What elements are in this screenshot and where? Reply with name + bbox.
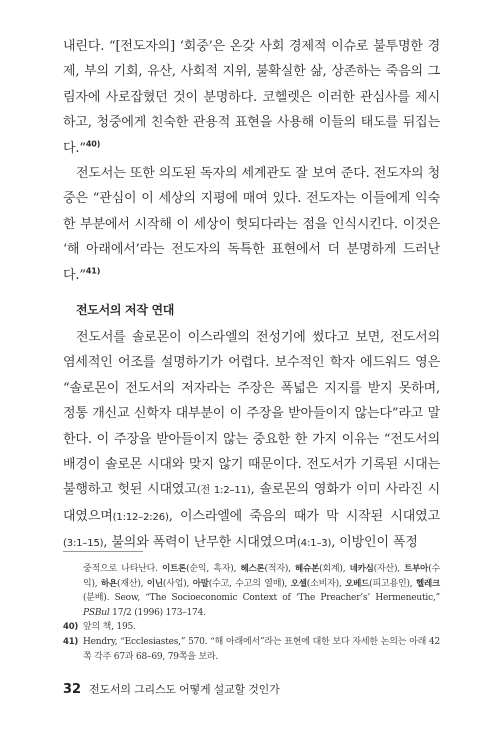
section-heading: 전도서의 저작 연대 [76,303,175,317]
footnote-continued: 중적으로 나타난다. 이트론(순익, 흑자), 헤스론(적자), 헤슈본(회계), 네카심(자산), 트부아(수익), 하욘(재산), 이닌(사업), 아말(수고, 수고의 열매), 오셀(소비자), 오베드(피고용인), 헬레크(분배). Seow, “The Socioeconomic Context of ‘The Preacher’s’ Hermeneutic,” PSBul 17/2 (1996) 173–174. [83,564,441,618]
paragraph-3: 전도서를 솔로몬이 이스라엘의 전성기에 썼다고 보면, 전도서의 염세적인 어조를 설명하기가 어렵다. 보수적인 학자 에드워드 영은 “솔로몬이 전도서의 저자라는 주장은 폭넓은 지지를 받지 못하며, 정통 개신교 신학자 대부분이 이 주장을 받아들이지 않는다”라고 말한다. 이 주장을 받아들이지 않는 중요한 한 가지 이유는 “전도서의 배경이 솔로몬 시대와 맞지 않기 때문이다. 전도서가 기록된 시대는 불행하고 헛된 시대였고(전 1:2–11), 솔로몬의 영화가 이미 사라진 시대였으며(1:12–2:26), 이스라엘에 죽음의 때가 막 시작된 시대였고(3:1–15), 불의와 폭력이 난무한 시대였으며(4:1–3), 이방인이 폭정 [63,330,440,551]
page-footer [63,681,280,697]
scripture-citation: (4:1–3) [297,538,332,550]
paragraph-1: 내린다. “[전도자의] ‘회중’은 온갖 사회 경제적 이슈로 불투명한 경제, 부의 기회, 유산, 사회적 지위, 불확실한 삶, 상존하는 죽음의 그림자에 사로잡혔던 것이 분명하다. 코헬렛은 이러한 관심사를 제시하고, 청중에게 친숙한 관용적 표현을 사용해 이들의 태도를 뒤집는다.”$^{40)}$ [63,39,440,156]
body-text-section [63,325,440,557]
scripture-citation: (3:1–15) [63,538,104,550]
scripture-citation: (1:12–2:26) [112,511,169,523]
journal-title: PSBul [83,607,110,618]
body-text-top [63,34,440,288]
footnote-ref-41[interactable]: 41) [85,266,101,276]
footnote-text: Hendry, “Ecclesiastes,” 570. “해 아래에서”라는 표현에 대한 보다 자세한 논의는 아래 42쪽 각주 67과 68–69, 79쪽을 보라. [83,636,441,662]
footnote-number: 40) [63,622,79,633]
paragraph-2: 전도서는 또한 의도된 독자의 세계관도 잘 보여 준다. 전도자의 청중은 “관심이 이 세상의 지평에 매여 있다. 전도자는 이들에게 익숙한 부분에서 시작해 이 세상이 헛되다라는 점을 인식시킨다. 이것은 ‘해 아래에서’라는 전도자의 독특한 표현에서 더 분명하게 드러난다.”$^{41)}$ [63,166,440,283]
scripture-citation: (전 1:2–11) [196,485,251,497]
footnote-41 [63,635,440,664]
footnote-number: 41) [63,636,79,647]
footnote-divider [63,551,143,552]
page-number: 32 [63,682,82,697]
footnote-ref-40[interactable]: 40) [85,139,101,149]
footnote-40 [63,620,440,635]
footnotes [63,562,440,664]
running-title: 전도서의 그리스도 어떻게 설교할 것인가 [89,683,280,696]
footnote-text: 앞의 책, 195. [83,622,136,633]
